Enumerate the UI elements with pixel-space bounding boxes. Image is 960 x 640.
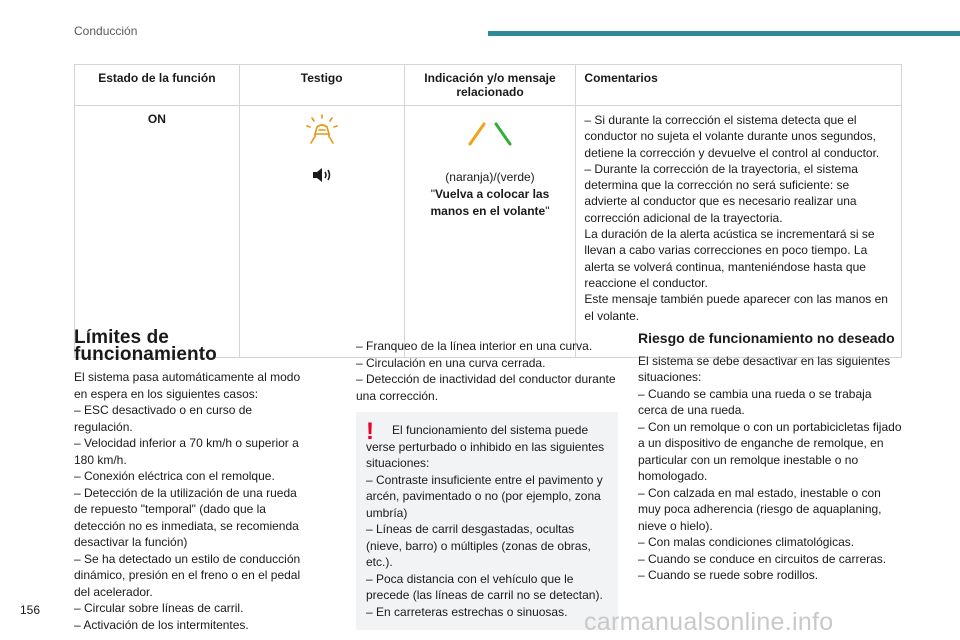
list-item: – Se ha detectado un estilo de conducción dinámico, presión en el freno o en el pedal del acelerador. [74,551,301,599]
comment-line: – Si durante la corrección el sistema detecta que el conductor no sujeta el volante durante unos segundos, detiene la corrección y devuelve el control al conductor. [584,113,880,160]
list-item: – Con malas condiciones climatológicas. [638,535,855,549]
header-indicator: Testigo [239,65,404,106]
limits-column [74,327,310,633]
comment-line: Este mensaje también puede aparecer con las manos en el volante. [584,292,888,323]
section-label: Conducción [74,24,138,38]
warning-box [356,412,618,630]
lane-line-orange-icon [467,122,487,151]
function-state-table [74,64,902,358]
risk-title: Riesgo de funcionamiento no deseado [638,330,895,346]
comment-line: La duración de la alerta acústica se incrementará si se llevan a cabo varias correcciones en poco tiempo. La alerta se volverá continua, manteniéndose hasta que reaccione el conductor. [584,227,875,290]
list-item: – Detección de inactividad del conductor durante una corrección. [356,372,616,403]
header-comments: Comentarios [576,65,902,106]
header-accent-bar [488,31,960,36]
message-text: "Vuelva a colocar las manos en el volante" [430,187,550,218]
comment-line: – Durante la corrección de la trayectoria, el sistema determina que la corrección no será suficiente: se advierte al conductor que es necesario realizar una corrección adicional de la trayectoria. [584,161,858,225]
list-item: – Líneas de carril desgastadas, ocultas (nieve, barro) o múltiples (zonas de obras, etc.). [366,522,591,569]
colors-note: (naranja)/(verde) [445,170,535,184]
list-item: – Cuando se conduce en circuitos de carreras. [638,551,887,566]
list-item: – Poca distancia con el vehículo que le precede (las líneas de carril no se detectan). [366,571,603,602]
list-item: – Contraste insuficiente entre el pavimento y arcén, pavimentado o no (por ejemplo, zona umbría) [366,472,603,520]
list-item: – Con calzada en mal estado, inestable o con muy poca adherencia (riesgo de aquaplaning, nieve o hielo). [638,485,882,533]
list-item: – En carreteras estrechas o sinuosas. [366,604,568,619]
list-item: – Circular sobre líneas de carril. [74,601,244,615]
state-cell: ON [75,106,240,358]
list-item: – Detección de la utilización de una rueda de repuesto "temporal" (dado que la detección no es inmediata, se recomienda desactivar la función) [74,485,299,549]
list-item: – Cuando se cambia una rueda o se trabaja cerca de una rueda. [638,386,872,417]
lane-warning-icon [305,114,339,147]
list-item: – Activación de los intermitentes. [74,617,249,632]
limits-title: Límites de funcionamiento [74,327,217,365]
risk-column [638,330,902,584]
header-state: Estado de la función [75,65,240,106]
risk-intro: El sistema se debe desactivar en las siguientes situaciones: [638,353,891,384]
lane-line-green-icon [493,122,513,151]
list-item: – Con un remolque o con un portabicicletas fijado a un dispositivo de enganche de remolque, en particular con un remolque inestable o no homologado. [638,419,902,483]
header-message: Indicación y/o mensaje relacionado [404,65,576,106]
warning-intro: El funcionamiento del sistema puede verse perturbado o inhibido en las siguientes situaciones: [366,423,605,470]
speaker-icon [311,165,333,188]
message-cell [404,106,576,358]
warning-icon: ! [366,418,374,445]
watermark: carmanualsonline.info [584,608,834,636]
list-item: – Conexión eléctrica con el remolque. [74,469,275,483]
list-item: – ESC desactivado o en curso de regulación. [74,403,253,434]
table-header-row [75,65,902,106]
limits-intro: El sistema pasa automáticamente al modo en espera en los siguientes casos: [74,370,301,401]
comments-cell [576,106,902,358]
table-row [75,106,902,358]
list-item: – Cuando se ruede sobre rodillos. [638,568,819,582]
indicator-cell [239,106,404,358]
list-item: – Circulación en una curva cerrada. [356,355,546,370]
list-item: – Franqueo de la línea interior en una curva. [356,339,593,353]
page-number: 156 [20,603,41,617]
limits-continued-column [356,338,618,630]
list-item: – Velocidad inferior a 70 km/h o superior a 180 km/h. [74,436,299,467]
